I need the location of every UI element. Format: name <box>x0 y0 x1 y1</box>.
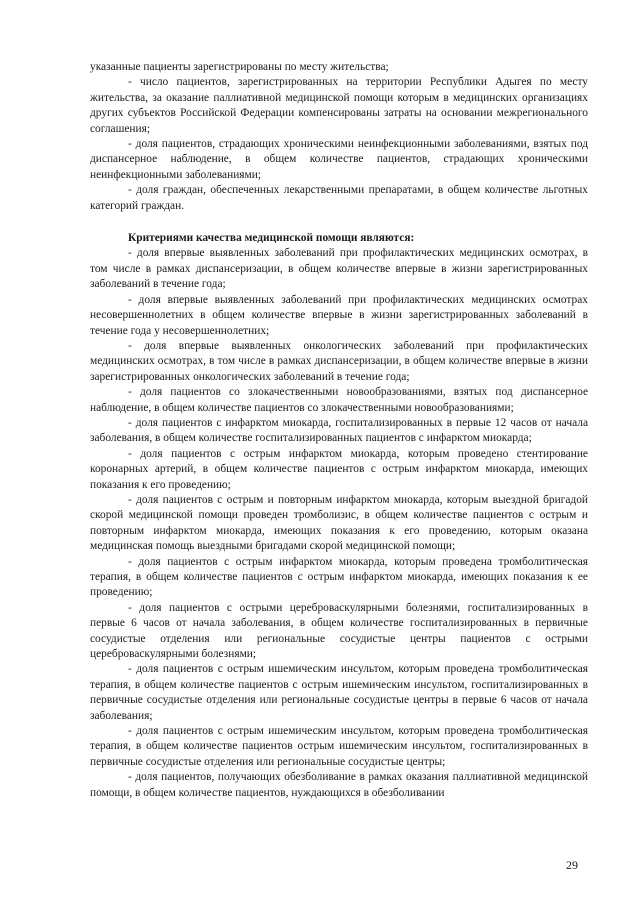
criteria-item: - доля пациентов с острым ишемическим инсультом, которым проведена тромболитическая терапия, в общем количестве пациентов с острым ишемическим инсультом, госпитализированных в первичные сосудистые отделения или региональные сосудистые центры в первые 6 часов от начала заболевания; <box>90 663 588 722</box>
criteria-item: - доля впервые выявленных заболеваний при профилактических медицинских осмотрах, в том числе в рамках диспансеризации, в общем количестве впервые в жизни зарегистрированных заболеваний в течение года; <box>90 247 588 291</box>
paragraph: - доля пациентов, страдающих хроническими неинфекционными заболеваниями, взятых под диспансерное наблюдение, в общем количестве пациентов, страдающих хроническими неинфекционными заболеваниями; <box>90 138 588 181</box>
document-page <box>90 60 588 801</box>
section-heading: Критериями качества медицинской помощи являются: <box>128 232 415 245</box>
criteria-item: - доля пациентов с острыми цереброваскулярными болезнями, госпитализированных в первые 6 часов от начала заболевания, в общем количестве госпитализированных в первичные сосудистые отделения или региональные сосудистые центры пациентов с острыми цереброваскулярными болезнями; <box>90 601 588 661</box>
criteria-item: - доля пациентов с острым и повторным инфарктом миокарда, которым выездной бригадой скорой медицинской помощи проведен тромболизис, в общем количестве пациентов с острым и повторным инфарктом миокарда, имеющих показания к его проведению, которым оказана медицинская помощь выездными бригадами скорой медицинской помощи; <box>90 493 588 553</box>
paragraph: - число пациентов, зарегистрированных на территории Республики Адыгея по месту жительства, за оказание паллиативной медицинской помощи которым в медицинских организациях других субъектов Российской Федерации компенсированы затраты на основании межрегионального соглашения; <box>90 76 588 135</box>
criteria-item: - доля пациентов с острым инфарктом миокарда, которым проведено стентирование коронарных артерий, в общем количестве пациентов с острым инфарктом миокарда, имеющих показания к его проведению; <box>90 447 588 491</box>
page-number: 29 <box>566 858 578 872</box>
criteria-item: - доля пациентов с инфарктом миокарда, госпитализированных в первые 12 часов от начала заболевания, в общем количестве госпитализированных пациентов с инфарктом миокарда; <box>90 416 588 445</box>
criteria-item: - доля впервые выявленных онкологических заболеваний при профилактических медицинских осмотрах, в том числе в рамках диспансеризации, в общем количестве впервые в жизни зарегистрированных онкологических заболеваний в течение года; <box>90 339 588 383</box>
criteria-item: - доля пациентов со злокачественными новообразованиями, взятых под диспансерное наблюдение, в общем количестве пациентов со злокачественными новообразованиями; <box>90 386 588 414</box>
paragraph: - доля граждан, обеспеченных лекарственными препаратами, в общем количестве льготных категорий граждан. <box>90 184 588 212</box>
criteria-item: - доля впервые выявленных заболеваний при профилактических медицинских осмотрах несовершеннолетних в общем количестве впервые в жизни зарегистрированных заболеваний в течение года у несовершеннолетних; <box>90 293 588 337</box>
criteria-item: - доля пациентов с острым ишемическим инсультом, которым проведена тромболитическая терапия, в общем количестве пациентов острым ишемическим инсультом, госпитализированных в первичные сосудистые отделения или региональные сосудистые центры; <box>90 725 588 768</box>
criteria-item: - доля пациентов с острым инфарктом миокарда, которым проведена тромболитическая терапия, в общем количестве пациентов с острым инфарктом миокарда, имеющих показания к ее проведению; <box>90 555 588 599</box>
criteria-item: - доля пациентов, получающих обезболивание в рамках оказания паллиативной медицинской помощи, в общем количестве пациентов, нуждающихся в обезболивании <box>90 771 588 799</box>
paragraph-continuation: указанные пациенты зарегистрированы по месту жительства; <box>90 61 389 73</box>
